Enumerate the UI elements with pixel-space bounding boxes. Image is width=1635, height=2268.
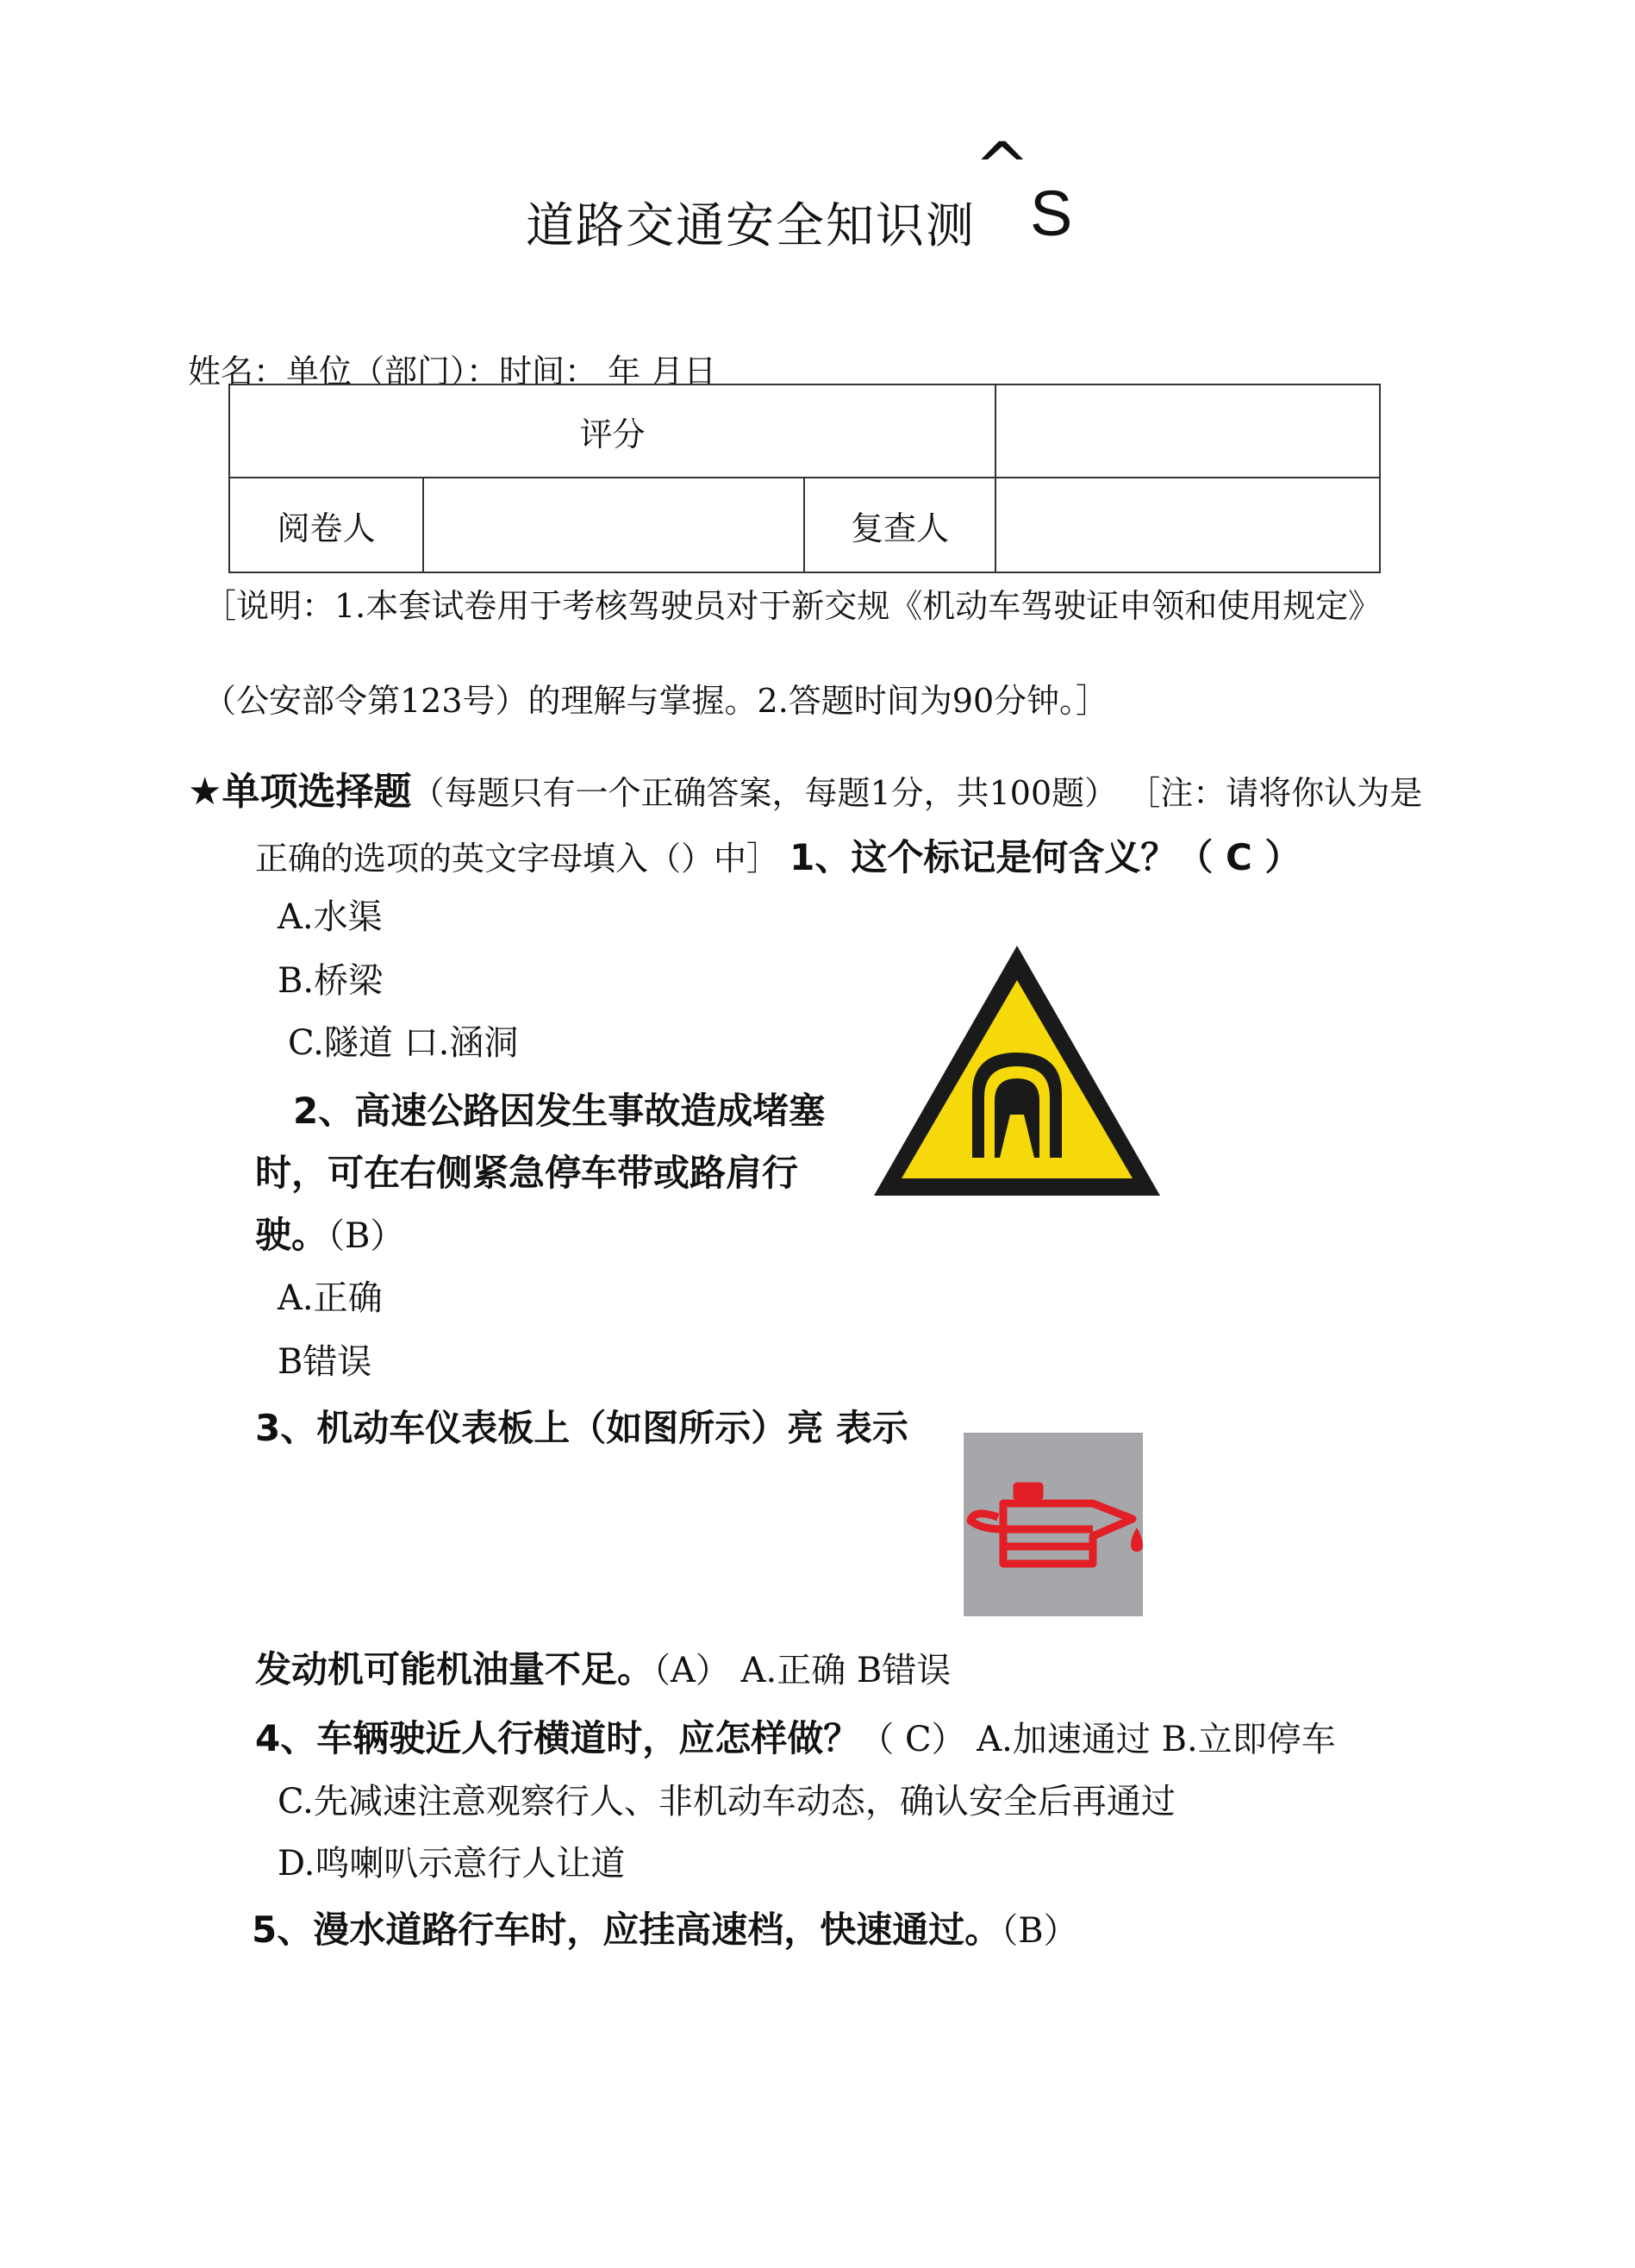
q2-option-a: A.正确	[278, 1278, 383, 1318]
q1-option-cd: C.隧道 口.涵洞	[288, 1023, 519, 1063]
q3-line-2-text: 发动机可能机油量不足。	[255, 1648, 654, 1690]
q2-line-3-text: 驶。	[255, 1214, 328, 1256]
q1-stem: 1、这个标记是何含义？（ C ）	[789, 836, 1301, 878]
page-title: 道路交通安全知识测	[526, 198, 976, 254]
section-description-2: 正确的选项的英文字母填入（）中］	[255, 840, 780, 878]
reviewer-value-cell[interactable]	[423, 478, 804, 572]
q4-answer-options: （ C） A.加速通过 B.立即停车	[859, 1720, 1336, 1759]
q2-line-1: 2、高速公路因发生事故造成堵塞	[293, 1090, 826, 1132]
section-description: （每题只有一个正确答案，每题1分，共100题） ［注：请将你认为是	[411, 774, 1423, 812]
q4-option-c: C.先减速注意观察行人、非机动车动态，确认安全后再通过	[278, 1782, 1176, 1821]
checker-label-cell: 复查人	[804, 478, 995, 572]
q3-line-2	[255, 1641, 951, 1693]
q5-line	[252, 1902, 1078, 1953]
q2-line-2: 时，可在右侧紧急停车带或路肩行	[255, 1152, 799, 1194]
section-header	[188, 760, 1422, 815]
q4-option-d: D.鸣喇叭示意行人让道	[278, 1844, 626, 1884]
q5-answer: （B）	[1001, 1911, 1078, 1951]
oil-pressure-warning-icon	[964, 1433, 1143, 1616]
instruction-line-2: （公安部令第123号）的理解与掌握。2.答题时间为90分钟。］	[203, 682, 1109, 720]
q1-option-b: B.桥梁	[278, 961, 384, 1001]
title-caret-mark: ^	[974, 129, 1031, 207]
q4-line-1	[255, 1710, 1336, 1762]
q3-answer-options: （A） A.正确 B错误	[653, 1651, 952, 1690]
section-title: ★单项选择题	[188, 770, 412, 814]
reviewer-label-cell: 阅卷人	[229, 478, 423, 572]
q2-option-b: B错误	[278, 1342, 372, 1382]
q3-line-1: 3、机动车仪表板上（如图所示）亮 表示	[255, 1407, 908, 1449]
score-table	[228, 384, 1381, 573]
q2-line-3	[255, 1207, 404, 1259]
score-value-cell[interactable]	[995, 384, 1380, 478]
checker-value-cell[interactable]	[995, 478, 1380, 572]
tunnel-warning-sign-icon	[871, 942, 1164, 1201]
q4-stem: 4、车辆驶近人行横道时，应怎样做？	[255, 1717, 860, 1759]
title-suffix: S	[1030, 178, 1073, 249]
q5-stem: 5、漫水道路行车时，应挂高速档，快速通过。	[252, 1909, 1002, 1951]
section-note-and-q1	[255, 829, 1301, 881]
q1-option-a: A.水渠	[278, 897, 383, 937]
candidate-info-line: 姓名：单位（部门）：时间： 年 月日	[188, 353, 717, 390]
q2-answer: （B）	[328, 1216, 405, 1256]
instruction-line-1: ［说明：1.本套试卷用于考核驾驶员对于新交规《机动车驾驶证申领和使用规定》	[203, 587, 1382, 625]
score-label-cell: 评分	[229, 384, 995, 478]
